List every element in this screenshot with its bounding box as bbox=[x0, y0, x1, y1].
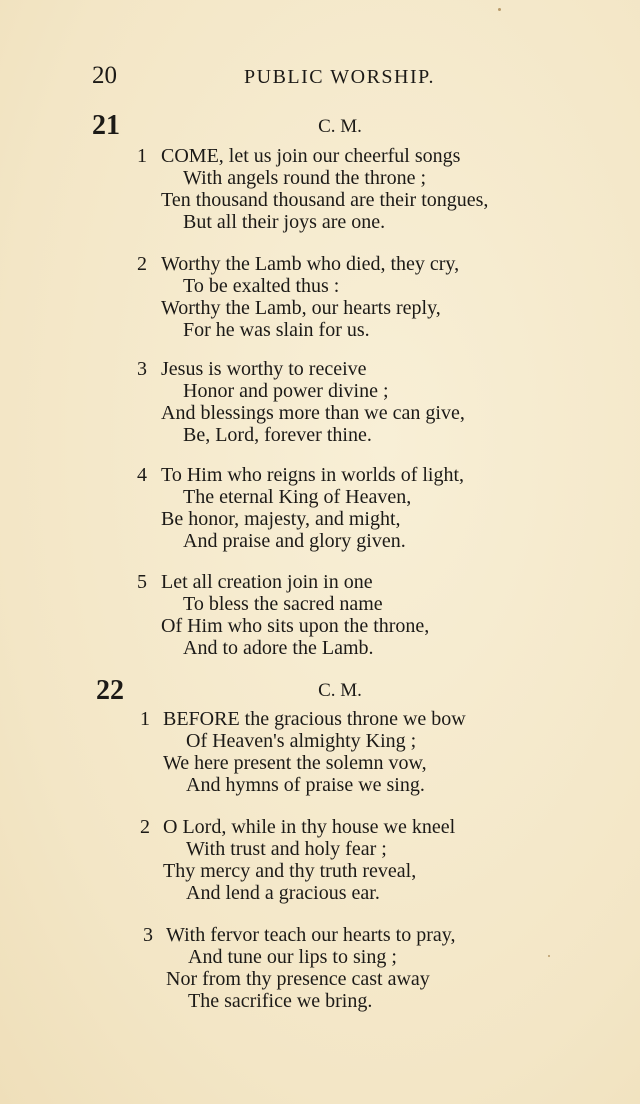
verse-line: And tune our lips to sing ; bbox=[188, 946, 397, 968]
verse-line: But all their joys are one. bbox=[183, 211, 386, 233]
verse-line: Be, Lord, forever thine. bbox=[183, 424, 372, 446]
verse-line: With fervor teach our hearts to pray, bbox=[166, 924, 456, 946]
verse-line: Honor and power divine ; bbox=[183, 380, 389, 402]
verse-line: And lend a gracious ear. bbox=[186, 882, 380, 904]
verse-line: And to adore the Lamb. bbox=[183, 637, 374, 659]
running-head: PUBLIC WORSHIP. bbox=[244, 66, 436, 88]
hymn-meter: C. M. bbox=[318, 680, 362, 701]
verse-line: Nor from thy presence cast away bbox=[166, 968, 430, 990]
paper-speck bbox=[548, 955, 550, 957]
verse-number: 5 bbox=[137, 571, 147, 593]
verse-line: With angels round the throne ; bbox=[183, 167, 427, 189]
verse-number: 3 bbox=[143, 924, 153, 946]
verse-line: BEFORE the gracious throne we bow bbox=[163, 708, 466, 730]
verse-line: Ten thousand thousand are their tongues, bbox=[161, 189, 489, 211]
verse-line: Thy mercy and thy truth reveal, bbox=[163, 860, 417, 882]
verse-line: Of Heaven's almighty King ; bbox=[186, 730, 417, 752]
verse-number: 2 bbox=[140, 816, 150, 838]
paper-speck bbox=[498, 8, 501, 11]
page-number: 20 bbox=[92, 62, 117, 89]
verse-number: 1 bbox=[137, 145, 147, 167]
verse-line: We here present the solemn vow, bbox=[163, 752, 427, 774]
verse-line: For he was slain for us. bbox=[183, 319, 370, 341]
verse-line: And blessings more than we can give, bbox=[161, 402, 465, 424]
verse-number: 4 bbox=[137, 464, 147, 486]
verse-number: 1 bbox=[140, 708, 150, 730]
verse-line: Jesus is worthy to receive bbox=[161, 358, 367, 380]
verse-line: Worthy the Lamb who died, they cry, bbox=[161, 253, 460, 275]
verse-number: 2 bbox=[137, 253, 147, 275]
hymn-number: 22 bbox=[96, 675, 124, 706]
verse-line: O Lord, while in thy house we kneel bbox=[163, 816, 456, 838]
verse-line: To be exalted thus : bbox=[183, 275, 340, 297]
verse-line: And praise and glory given. bbox=[183, 530, 406, 552]
verse-line: To bless the sacred name bbox=[183, 593, 383, 615]
verse-line: Of Him who sits upon the throne, bbox=[161, 615, 430, 637]
verse-line: Be honor, majesty, and might, bbox=[161, 508, 401, 530]
verse-line: To Him who reigns in worlds of light, bbox=[161, 464, 465, 486]
verse-line: With trust and holy fear ; bbox=[186, 838, 387, 860]
verse-line: Worthy the Lamb, our hearts reply, bbox=[161, 297, 441, 319]
verse-line: And hymns of praise we sing. bbox=[186, 774, 425, 796]
hymn-number: 21 bbox=[92, 110, 120, 141]
verse-number: 3 bbox=[137, 358, 147, 380]
verse-line: Let all creation join in one bbox=[161, 571, 373, 593]
verse-line: The eternal King of Heaven, bbox=[183, 486, 412, 508]
verse-line: The sacrifice we bring. bbox=[188, 990, 373, 1012]
hymn-meter: C. M. bbox=[318, 116, 362, 137]
verse-line: COME, let us join our cheerful songs bbox=[161, 145, 461, 167]
